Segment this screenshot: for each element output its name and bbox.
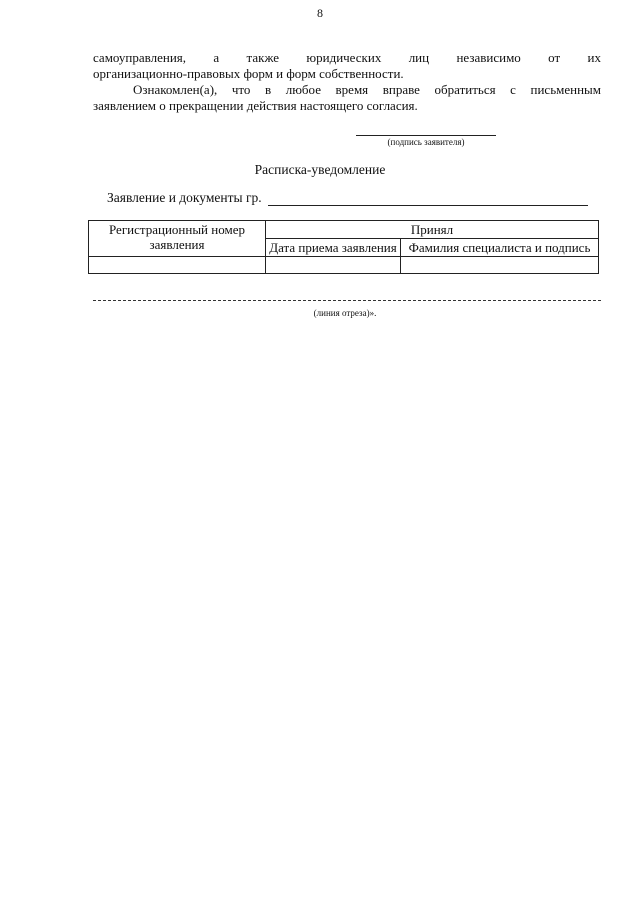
word: что [231, 82, 251, 97]
word: Ознакомлен(а), [133, 82, 218, 97]
header-specialist: Фамилия специалиста и подпись [401, 239, 599, 257]
table-header-row [89, 221, 599, 239]
page-number: 8 [317, 6, 323, 20]
word: также [246, 50, 280, 65]
word: самоуправления, [93, 50, 187, 65]
header-accepted: Принял [266, 221, 599, 239]
cut-line [93, 300, 601, 301]
docs-label: Заявление и документы гр. [107, 190, 262, 205]
word: с [510, 82, 516, 97]
word: от [548, 50, 561, 65]
word: любое [285, 82, 321, 97]
table-row [89, 257, 599, 274]
signature-line [356, 135, 496, 136]
cut-caption: (линия отреза)». [313, 308, 377, 318]
word: их [587, 50, 601, 65]
signature-caption: (подпись заявителя) [387, 137, 465, 147]
header-reg-number: Регистрационный номер заявления [89, 221, 266, 257]
table-cell [401, 257, 599, 274]
paragraph-line [93, 82, 601, 98]
word: время [335, 82, 369, 97]
word: в [265, 82, 272, 97]
word: обратиться [434, 82, 496, 97]
word: вправе [382, 82, 420, 97]
docs-row [107, 190, 588, 206]
table-cell [89, 257, 266, 274]
paragraph-acknowledgement [93, 82, 601, 114]
word: юридических [306, 50, 382, 65]
word: а [213, 50, 220, 65]
docs-fill-line [268, 192, 588, 206]
paragraph-line: организационно-правовых форм и форм собственности. [93, 66, 404, 81]
word: независимо [456, 50, 521, 65]
word: письменным [530, 82, 601, 97]
receipt-title: Расписка-уведомление [254, 162, 386, 177]
table-cell [266, 257, 401, 274]
header-date: Дата приема заявления [266, 239, 401, 257]
paragraph-self-government [93, 50, 601, 82]
receipt-table [88, 220, 599, 274]
paragraph-line [93, 50, 601, 66]
paragraph-line: заявлением о прекращении действия настоящего согласия. [93, 98, 418, 113]
word: лиц [408, 50, 430, 65]
